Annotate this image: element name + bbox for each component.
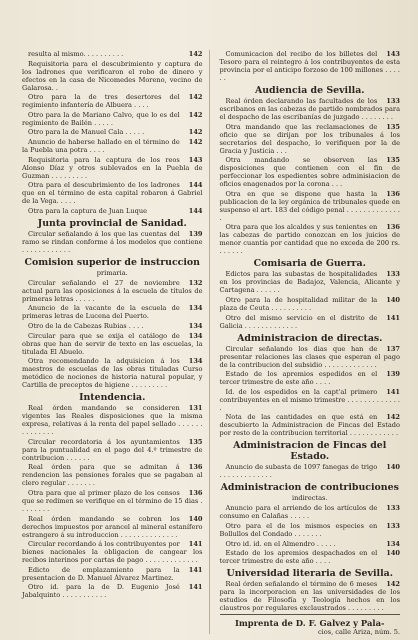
index-entry bbox=[22, 463, 203, 487]
index-entry bbox=[22, 156, 203, 180]
entry-text: Otro id. para la de D. Eugenio José Jabalquinto . . . . . . . . . . . bbox=[22, 583, 180, 600]
index-entry bbox=[22, 279, 203, 303]
entry-text: Circular recordando á los contribuyentes por bienes nacionales la obligacion de cangear los recibos interinos por cartas de pago . . . . . . . . . . . . . bbox=[22, 540, 203, 565]
entry-text: Comunicacion del recibo de los billetes del Tesoro para el reintegro á los contribuyentes de esta provincia por el anticipo forzoso de 100 millones . . . . . . bbox=[219, 50, 400, 82]
page-number: 140 bbox=[386, 549, 400, 558]
page-number: 136 bbox=[386, 189, 400, 198]
index-entry bbox=[22, 489, 203, 513]
imprint-rule bbox=[220, 614, 401, 615]
page-number: 141 bbox=[188, 540, 203, 549]
page-number: 142 bbox=[188, 93, 203, 102]
index-entry bbox=[22, 322, 203, 330]
page-number: 136 bbox=[188, 488, 203, 497]
section-heading: Intendencia. bbox=[79, 392, 146, 404]
entry-text: Real órden señalando el término de 6 meses para la incorporacion en las universidades de los estudios de Filosofía y Teología hechos en los claustros por regulares exclaustrados . . . . . . . . . bbox=[219, 580, 400, 613]
index-entry bbox=[220, 156, 401, 188]
section-heading: Audiencia de Sevilla. bbox=[254, 85, 365, 96]
index-entry bbox=[22, 138, 203, 154]
page-number: 144 bbox=[188, 206, 203, 215]
entry-text: Estado de los apremios espedidos en el tercer trimestre de este año . . . . bbox=[219, 370, 378, 387]
page-number: 143 bbox=[386, 50, 400, 58]
index-entry bbox=[220, 50, 401, 82]
index-entry bbox=[22, 230, 203, 254]
index-entry bbox=[220, 522, 401, 538]
page-number: 134 bbox=[188, 321, 203, 330]
page-number: 143 bbox=[188, 155, 203, 164]
entry-text: Circular para que se exija el catálogo de obras que han de servir de texto en las escuelas, la titulada El Abuelo. bbox=[22, 331, 203, 356]
left-column bbox=[22, 50, 210, 634]
page-number: 134 bbox=[188, 331, 203, 340]
page-number: 142 bbox=[188, 128, 203, 137]
index-entry bbox=[220, 549, 401, 565]
index-entry bbox=[22, 207, 203, 215]
index-entry bbox=[22, 566, 203, 582]
index-entry bbox=[220, 270, 401, 294]
entry-text: Otro para el de los mismos especies en Bollullos del Condado . . . . . . . bbox=[219, 521, 378, 538]
index-entry bbox=[22, 111, 203, 127]
page-number: 133 bbox=[386, 504, 400, 513]
index-entry bbox=[220, 388, 401, 412]
index-entry bbox=[22, 404, 203, 436]
entry-text: Circular señalando el 27 de noviembre actual para las oposiciones á la escuela de títulos de primeras letras . . . . . bbox=[22, 278, 203, 303]
entry-text: Otro id. id. en el Almendro . . . . . bbox=[225, 539, 336, 548]
section-heading: Administracion de contribuciones bbox=[220, 482, 399, 494]
page-number: 135 bbox=[386, 156, 400, 165]
entry-text: Circular recordatoria á los ayuntamientos para la puntualidad en el pago del 4.º trimestre de contribucion . . . . . . bbox=[22, 437, 203, 462]
index-entry bbox=[220, 580, 401, 612]
entry-text: Real órden mandando se cobren los derechos impuestos por arancel al mineral estanífero estrangero á su introduccion . . . . . . . . . . . . . . bbox=[22, 514, 203, 539]
section-heading: Administracion de directas. bbox=[237, 332, 383, 344]
entry-text: Otro del mismo servicio en el distrito de Galicia . . . . . . . . . . . . . bbox=[219, 313, 378, 330]
entry-text: Otro para la de Mariano Calvo, que lo es del regimiento de Bailén . . . . . bbox=[22, 110, 180, 127]
index-entry bbox=[220, 463, 401, 479]
index-entry bbox=[22, 304, 203, 320]
index-entry bbox=[220, 504, 401, 520]
index-entry bbox=[220, 370, 401, 386]
page-number: 144 bbox=[188, 181, 203, 190]
index-entry bbox=[220, 97, 401, 121]
page-number: 134 bbox=[188, 357, 203, 366]
index-entry bbox=[22, 438, 203, 462]
entry-text: Real órden declarando las facultades de los escribanos en las cabezas de partido nombrados para el despacho de las escribanías de juzgado . . . . . . . . bbox=[219, 97, 400, 121]
entry-text: Circular señalando los dias que han de presentar relaciones las clases que esperan el pago de la contribucion del subsidio . . . . . . . . . . . . . bbox=[219, 344, 400, 369]
page-number: 142 bbox=[188, 137, 203, 146]
entry-text: Edicto de emplazamiento para la presentacion de D. Manuel Álvarez Martinez. bbox=[22, 565, 180, 582]
entry-text: Anuncio de subasta de 1097 fanegas de trigo . . . . . . . . . . . . . bbox=[219, 463, 378, 480]
imprint-line-1: Imprenta de D. F. Galvez y Pala- bbox=[235, 618, 385, 629]
page-number: 142 bbox=[188, 50, 203, 58]
entry-text: Real órden para que se admitan á rendencion las pensiones forales que se pagaban al clero regular . . . . . . . bbox=[22, 463, 203, 488]
entry-text: Otro para la de Manuel Cala . . . . . bbox=[28, 128, 145, 137]
entry-text: Otro para la de hospitalidad militar de la plaza de Ceuta . . . . . . . . . . bbox=[219, 295, 378, 312]
section-heading: Administracion de Fincas del Estado. bbox=[233, 440, 387, 463]
page-number: 140 bbox=[386, 463, 400, 472]
page-number: 133 bbox=[386, 270, 400, 279]
index-entry bbox=[22, 540, 203, 564]
index-entry bbox=[220, 223, 401, 255]
page-number: 139 bbox=[188, 229, 203, 238]
page-number: 141 bbox=[188, 565, 203, 574]
entry-text: Anuncio para el arriendo de los artículos de consumo en Calañas . . . . . bbox=[219, 504, 378, 521]
entry-text: Edictos para las subastas de hospitalidades en los provincias de Badajoz, Valencia, Alicante y Cartagena . . . . . . bbox=[219, 270, 400, 295]
entry-text: Otra para el descubrimiento de los ladrones que en el término de esta capital robaron á Gabriel de la Vega. . . . . bbox=[22, 181, 203, 206]
entry-text: Otra en que se dispone que hasta la publicacion de la ley orgánica de tribunales quede en suspenso el art. 183 del código penal . . . . . . . . . . . . . . bbox=[219, 189, 400, 222]
page-number: 133 bbox=[386, 521, 400, 530]
page-number: 137 bbox=[386, 344, 400, 353]
index-entry bbox=[22, 357, 203, 389]
section-subheading: indirectas. bbox=[292, 494, 328, 503]
section-subheading: primaria. bbox=[96, 268, 128, 277]
page-number: 134 bbox=[188, 304, 203, 313]
page-number: 141 bbox=[386, 313, 400, 322]
page-number: 142 bbox=[188, 110, 203, 119]
index-entry bbox=[220, 190, 401, 222]
entry-text: Otra para la captura de Juan Luque bbox=[28, 206, 147, 215]
entry-text: Otra mandando que las reclamaciones de oficio que se dirijan por los tribunales á los secretarios del despacho, lo verifiquen por la de Gracia y Justicia . . . bbox=[219, 122, 400, 155]
page-number: 136 bbox=[386, 223, 400, 232]
index-entry bbox=[22, 332, 203, 356]
entry-text: Otra mandando se observen las disposiciones que contienen con el fin de perfeccionar los espedientes sobre adminisiacion de oficios enagenados por la corona . . . bbox=[219, 156, 400, 189]
entry-text: Requisitoria para el descubrimiento y captura de los ladrones que verificaron el robo de dinero y efectos en la casa de Nicomedes Moreno, vecino de Galarosa. . bbox=[22, 59, 203, 92]
index-entry bbox=[220, 345, 401, 369]
entry-text: Circular señalando á los que las cuentas del ramo se rindan conforme á los modelos que contiene . . . . . . . . . . . . bbox=[22, 229, 203, 254]
index-entry bbox=[220, 123, 401, 155]
entry-text: Id. de los espedidos en la capt'al primero contribuyentes en el mismo trimestre . . . . . . . . . . . . . . bbox=[219, 387, 400, 412]
entry-text: Otro para la de tres desertores del regimiento infantería de Albuera . . . . bbox=[22, 93, 180, 110]
page-number: 140 bbox=[188, 514, 203, 523]
index-entry bbox=[22, 128, 203, 136]
page-number: 140 bbox=[386, 295, 400, 304]
index-entry bbox=[22, 93, 203, 109]
index-entry bbox=[220, 296, 401, 312]
entry-text: Otra para que los alcaldes y sus tenientes en las cabezas de partido conozcan en los juicios de menor cuantía por cantidad que no exceda de 200 rs. . . . . . . bbox=[219, 223, 400, 256]
page-number: 134 bbox=[386, 539, 400, 548]
right-column bbox=[218, 50, 401, 637]
entry-text: Nota de las cantidades en que está en descubierto la Administracion de Fincas del Estado por resto de la contribucion territorial . . . . . . . . . . . . bbox=[219, 413, 400, 438]
page-number: 135 bbox=[188, 437, 203, 446]
index-entry bbox=[22, 60, 203, 92]
index-entry bbox=[22, 515, 203, 539]
page-number: 131 bbox=[188, 404, 203, 413]
index-entry bbox=[220, 314, 401, 330]
page-number: 142 bbox=[386, 580, 400, 589]
index-entry bbox=[220, 540, 401, 548]
entry-text: resulta al mismo. . . . . . . . . . bbox=[28, 50, 124, 58]
page-number: 132 bbox=[188, 278, 203, 287]
entry-text: Otra recomendando la adquisicion á los maestros de escuelas de las obras tituladas Curso metódico de nociones de historia natural popular, y Cartilla de preceptos de higiene . . . . . . . . . bbox=[22, 357, 203, 390]
entry-text: Anuncio de la vacante de la escuela de primeras letras de Lucena del Puerto. bbox=[22, 304, 180, 321]
section-heading: Universidad literaria de Sevilla. bbox=[226, 568, 393, 580]
columns bbox=[22, 50, 400, 637]
right-entries bbox=[220, 50, 401, 612]
entry-text: Anuncio de haberse hallado en el término de la Puebla una potra . . . . bbox=[22, 137, 180, 154]
index-entry bbox=[22, 181, 203, 205]
entry-text: Real órden mandando se consideren vigentes las Reales disposiciones que la misma expresa, relativas á la renta del papel sellado . . . . . . . . . . . . . . bbox=[22, 404, 203, 437]
index-entry bbox=[220, 413, 401, 437]
page-number: 136 bbox=[188, 463, 203, 472]
page-number: 141 bbox=[188, 583, 203, 592]
page-number: 141 bbox=[386, 387, 400, 396]
index-entry bbox=[22, 583, 203, 599]
entry-text: Otra para que al primer plazo de los censos que se redimen se verifique en el término de 15 dias . . . . . . . . bbox=[22, 488, 203, 513]
entry-text: Otro de la de Cabezas Rubias . . . . bbox=[28, 321, 144, 330]
imprint-line-2: cios, calle Ariza, núm. 5. bbox=[317, 628, 400, 637]
entry-text: Requisitoria para la captura de los reos Alonso Díaz y otros sublevados en la Puebla de Guzman . . . . . . . . . bbox=[22, 155, 203, 180]
entry-text: Estado de los apremios despachados en el tercer trimestre de este año . . . . bbox=[219, 549, 378, 566]
index-entry bbox=[22, 50, 203, 58]
page-number: 135 bbox=[386, 122, 400, 131]
section-heading: Junta provincial de Sanidad. bbox=[37, 217, 187, 229]
page-number: 139 bbox=[386, 370, 400, 379]
section-heading: Comisaria de Guerra. bbox=[253, 258, 366, 270]
page-number: 142 bbox=[386, 413, 400, 422]
section-heading: Comision superior de instruccion bbox=[24, 256, 200, 268]
page-number: 133 bbox=[386, 97, 400, 105]
